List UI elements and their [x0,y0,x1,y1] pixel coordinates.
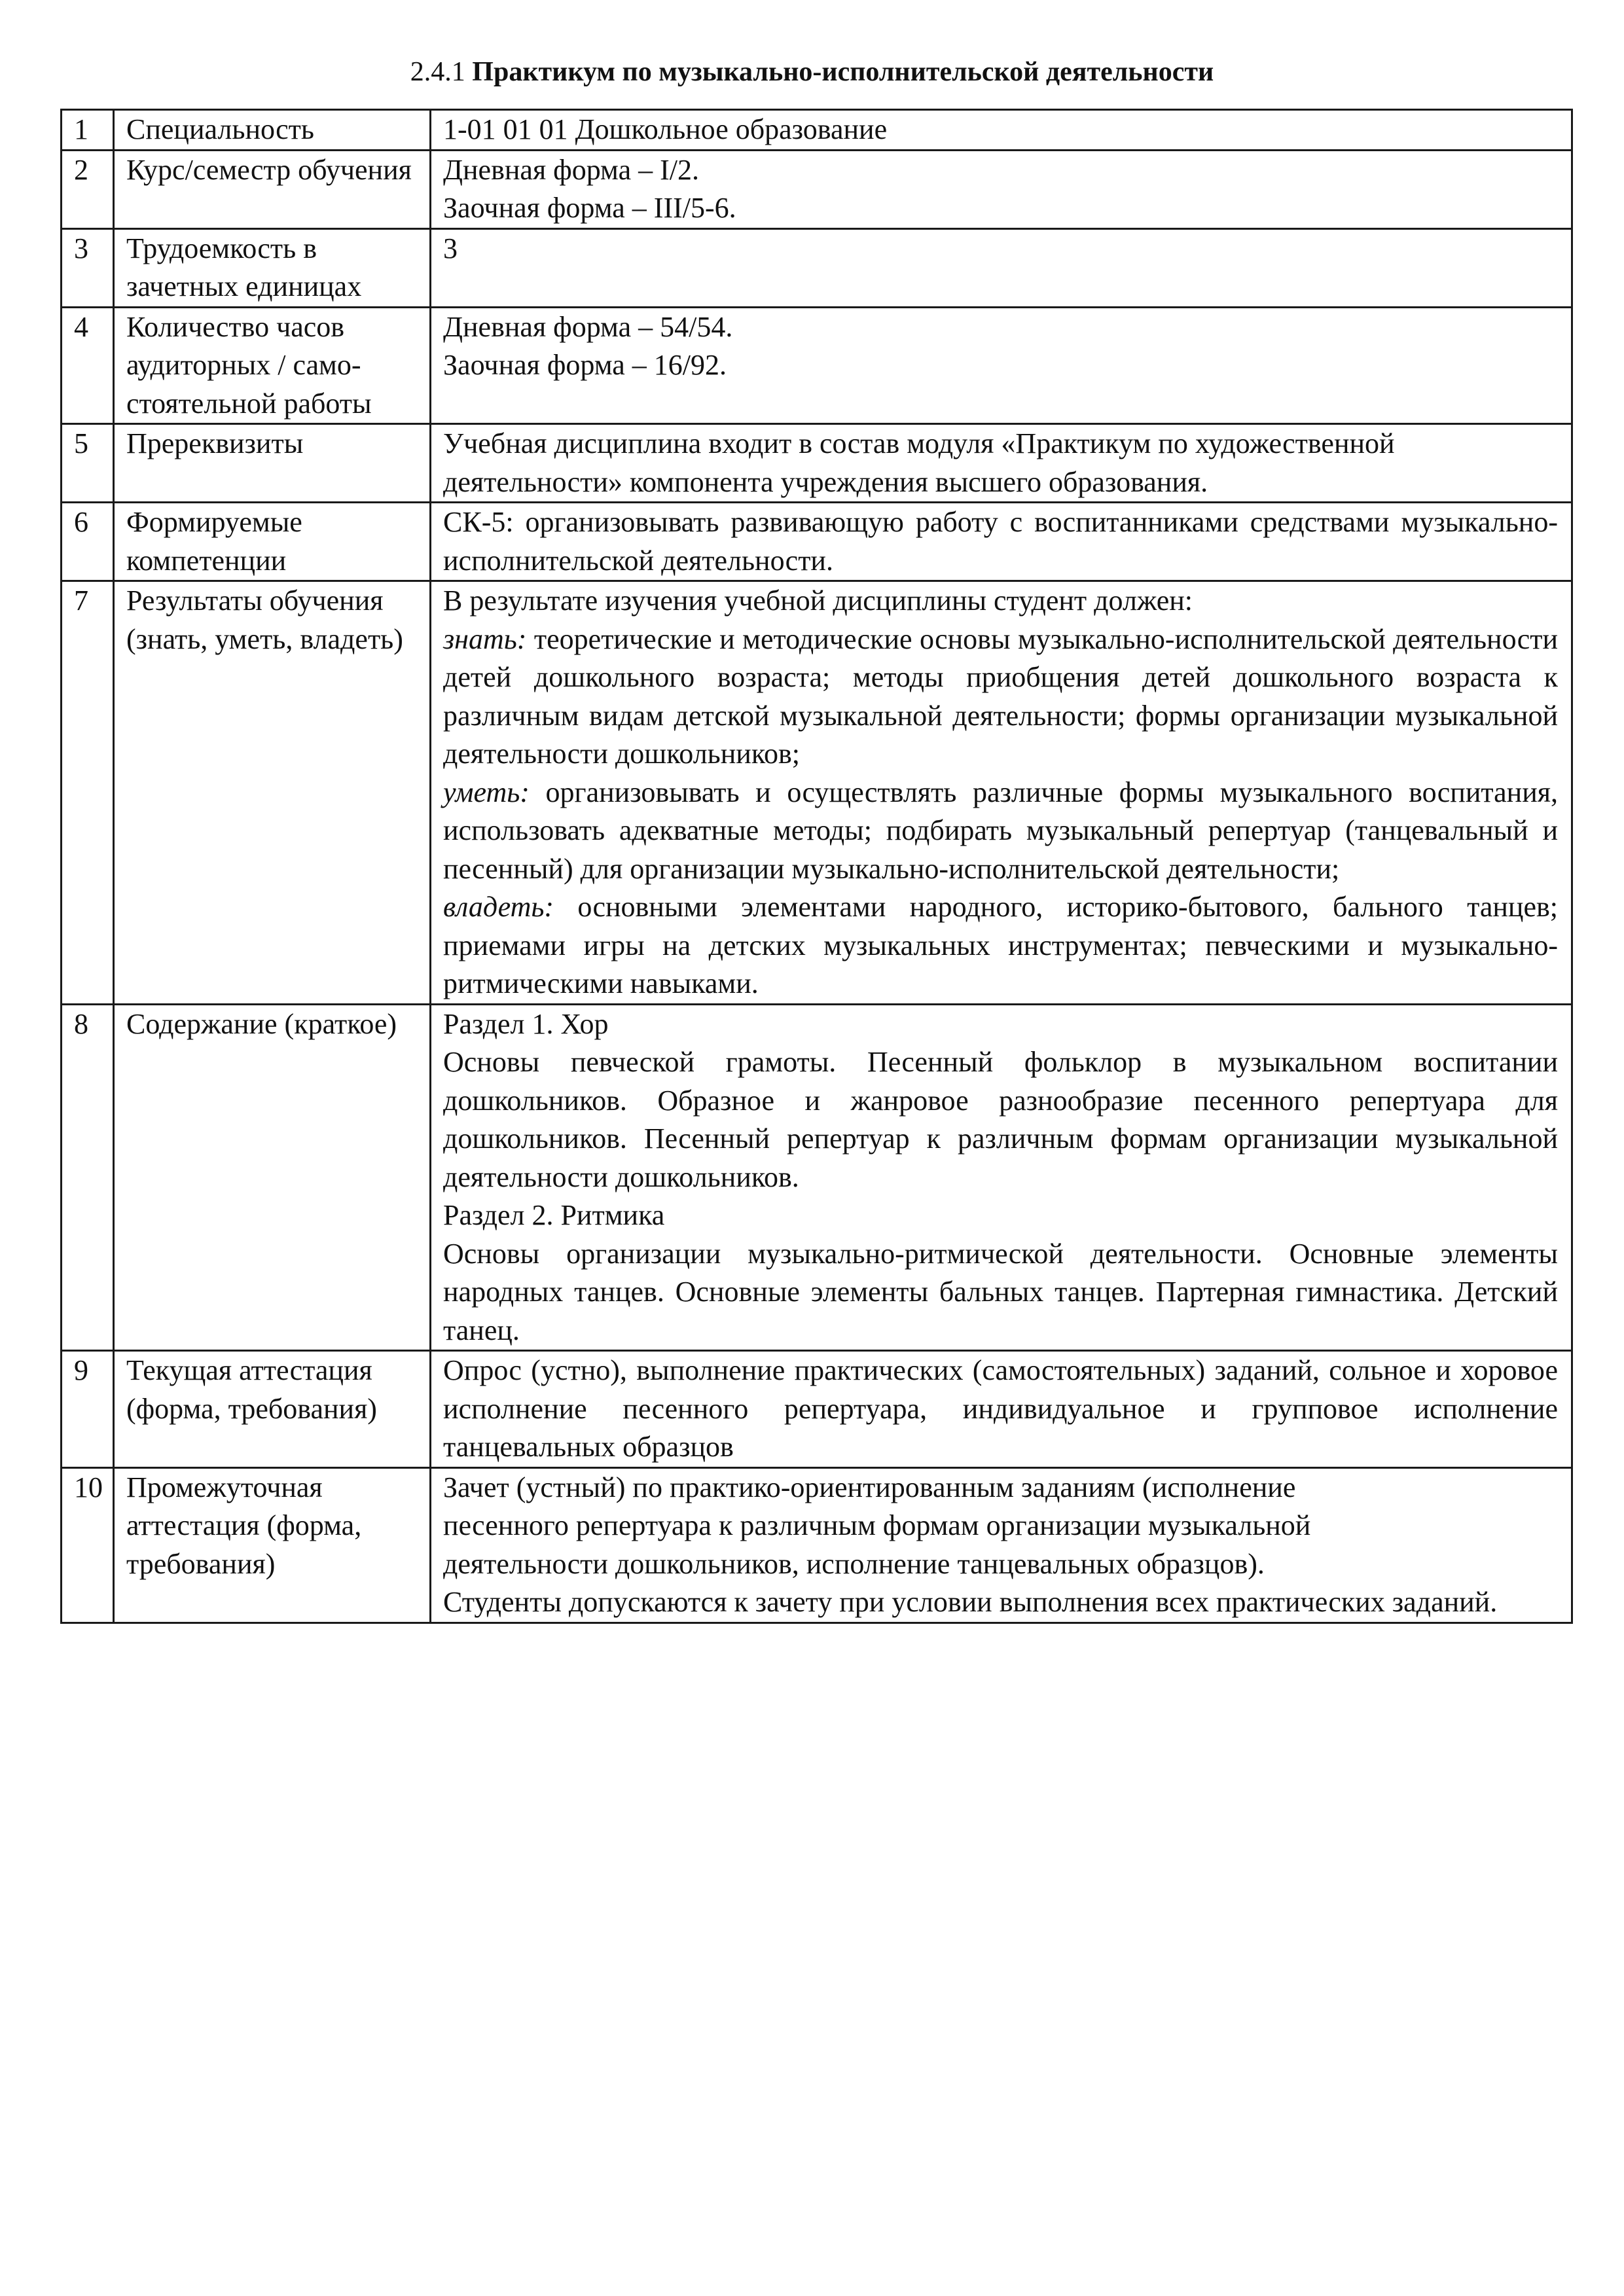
section-number: 2.4.1 [410,57,465,87]
row-number: 1 [62,110,114,151]
row-number: 6 [62,503,114,581]
row-label: Промежуточная аттестация (форма, требования) [114,1467,431,1623]
table-row [62,110,1572,151]
value-line: песенного репертуара к различным формам организации музыкальной [443,1509,1311,1541]
section-1-text: Основы певческой грамоты. Песенный фольклор в музыкальном воспитании дошкольников. Образное и жанровое разнообразие песенного репертуара для дошкольников. Песенный репертуар к различным формам организации музыкальной деятельности дошкольников. [443,1046,1558,1193]
section-name: Практикум по музыкально-исполнительской деятельности [472,57,1214,87]
value-line: Заочная форма – 16/92. [443,349,727,381]
table-row [62,581,1572,1005]
table-row [62,1351,1572,1468]
row-label: Специальность [114,110,431,151]
row-label: Результаты обучения (знать, уметь, владеть) [114,581,431,1005]
value-tail: Студенты допускаются к зачету при условии выполнения всех практических заданий. [443,1586,1498,1618]
value-line: деятельности дошкольников, исполнение танцевальных образцов). [443,1547,1265,1580]
can-text: организовывать и осуществлять различные формы музыкального воспитания, использовать адекватные методы; подбирать музыкальный репертуар (танцевальный и песенный) для организации музыкально-исполнительской деятельности; [443,776,1558,885]
value-line: Заочная форма – III/5-6. [443,192,736,224]
know-label: знать: [443,622,527,655]
row-number: 9 [62,1351,114,1468]
section-2-text: Основы организации музыкально-ритмической деятельности. Основные элементы народных танцев. Основные элементы бальных танцев. Партерная гимнастика. Детский танец. [443,1237,1558,1346]
results-intro: В результате изучения учебной дисциплины студент должен: [443,584,1193,617]
row-label: Формируемые компетенции [114,503,431,581]
table-row [62,150,1572,228]
row-number: 7 [62,581,114,1005]
row-number: 3 [62,228,114,307]
table-row [62,503,1572,581]
table-row [62,228,1572,307]
section-2-title: Раздел 2. Ритмика [443,1199,665,1231]
row-value [431,581,1572,1005]
row-label: Содержание (краткое) [114,1004,431,1351]
row-value [431,1004,1572,1351]
row-value: Опрос (устно), выполнение практических (самостоятельных) заданий, сольное и хоровое исполнение песенного репертуара, индивидуальное и групповое исполнение танцевальных образцов [431,1351,1572,1468]
row-number: 4 [62,307,114,424]
row-number: 2 [62,150,114,228]
row-value [431,307,1572,424]
row-label: Трудоемкость в зачетных единицах [114,228,431,307]
course-table [60,109,1573,1624]
table-row [62,307,1572,424]
can-label: уметь: [443,776,530,808]
row-value: СК-5: организовывать развивающую работу с воспитанниками средствами музыкально-исполнительской деятельности. [431,503,1572,581]
own-text: основными элементами народного, историко-бытового, бального танцев; приемами игры на детских музыкальных инструментах; певческими и музыкально-ритмическими навыками. [443,891,1559,999]
value-line: Дневная форма – I/2. [443,153,699,186]
section-1-title: Раздел 1. Хор [443,1007,609,1040]
row-label: Количество часов аудиторных / само-стоятельной работы [114,307,431,424]
row-label: Текущая аттестация (форма, требования) [114,1351,431,1468]
value-line: Дневная форма – 54/54. [443,310,733,343]
table-row [62,424,1572,503]
page-title [0,54,1624,90]
row-label: Курс/семестр обучения [114,150,431,228]
row-value: Учебная дисциплина входит в состав модуля «Практикум по художественной деятельности» компонента учреждения высшего образования. [431,424,1572,503]
own-label: владеть: [443,891,554,923]
row-value: 1-01 01 01 Дошкольное образование [431,110,1572,151]
row-number: 10 [62,1467,114,1623]
row-label: Пререквизиты [114,424,431,503]
table-row [62,1467,1572,1623]
value-line: Зачет (устный) по практико-ориентированным заданиям (исполнение [443,1471,1296,1503]
row-value [431,150,1572,228]
row-number: 8 [62,1004,114,1351]
table-row [62,1004,1572,1351]
row-value [431,1467,1572,1623]
row-value: 3 [431,228,1572,307]
row-number: 5 [62,424,114,503]
know-text: теоретические и методические основы музыкально-исполнительской деятельности детей дошкольного возраста; методы приобщения детей дошкольного возраста к различным видам детской музыкальной деятельности; формы организации музыкальной деятельности дошкольников; [443,622,1558,770]
